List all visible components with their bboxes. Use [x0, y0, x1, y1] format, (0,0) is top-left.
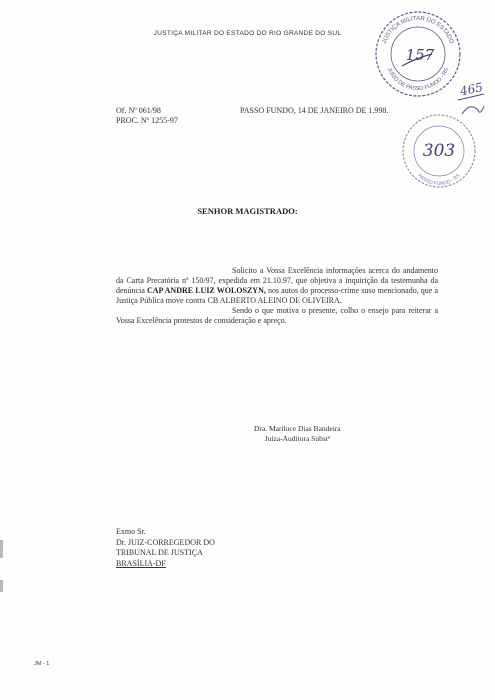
seal-text-lower: JUÍZO DE PASSO FUNDO - RS	[385, 67, 451, 93]
body-text: nos autos do processo-crime suso mencionado, que a Justiça Pública move contra CB ALBERTO ALEINO DE OLIVEIRA.	[116, 286, 439, 305]
seal-text-upper: JUSTIÇA MILITAR DO ESTADO	[381, 15, 455, 45]
margin-number: 465	[458, 80, 485, 99]
addressee-line: TRIBUNAL DE JUSTIÇA	[116, 548, 203, 557]
institution-header: JUSTIÇA MILITAR DO ESTADO DO RIO GRANDE DO SUL	[153, 30, 342, 37]
scan-edge-mark	[0, 580, 3, 592]
salutation: SENHOR MAGISTRADO:	[197, 206, 298, 216]
form-code: JM - 1	[34, 661, 50, 667]
handwritten-page-number: 303	[422, 141, 456, 161]
stamp-text: PASSO FUNDO - RS	[416, 172, 462, 188]
witness-name: CAP ANDRE LUIZ WOLOSZYN,	[146, 286, 266, 295]
reference-block	[116, 106, 178, 126]
addressee-city: BRASÍLIA-DF	[116, 558, 166, 568]
process-number: PROC. Nº 1255-97	[116, 116, 178, 125]
scan-edge-mark	[0, 540, 3, 558]
body-paragraph-1	[116, 266, 438, 306]
addressee-block	[116, 527, 215, 569]
handwritten-folio: 157	[405, 46, 435, 64]
addressee-line: Dr. JUIZ-CORREGEDOR DO	[116, 537, 215, 547]
folio-stamp	[398, 110, 480, 192]
signer-name: Dra. Mariluce Dias Bandeira	[254, 424, 341, 433]
court-seal-stamp	[372, 8, 464, 100]
oficio-number: Of. Nº 061/98	[116, 106, 161, 115]
signature-block	[254, 424, 341, 444]
addressee-line: Exmo Sr.	[116, 527, 146, 536]
body-text: Solicito a Vossa Excelência informações acerca do andamento da Carta Precatória nº 150/97, expedida em 21.10.97, que objetiva a inquirição da testemunha da denúncia	[116, 266, 438, 295]
dateline: PASSO FUNDO, 14 DE JANEIRO DE 1.998.	[240, 106, 389, 115]
letter-body	[116, 266, 438, 326]
signer-title: Juíza-Auditora Substª	[264, 434, 330, 443]
body-paragraph-2: Sendo o que motiva o presente, colho o ensejo para reiterar a Vossa Excelência protestos de consideração e apreço.	[116, 306, 438, 325]
